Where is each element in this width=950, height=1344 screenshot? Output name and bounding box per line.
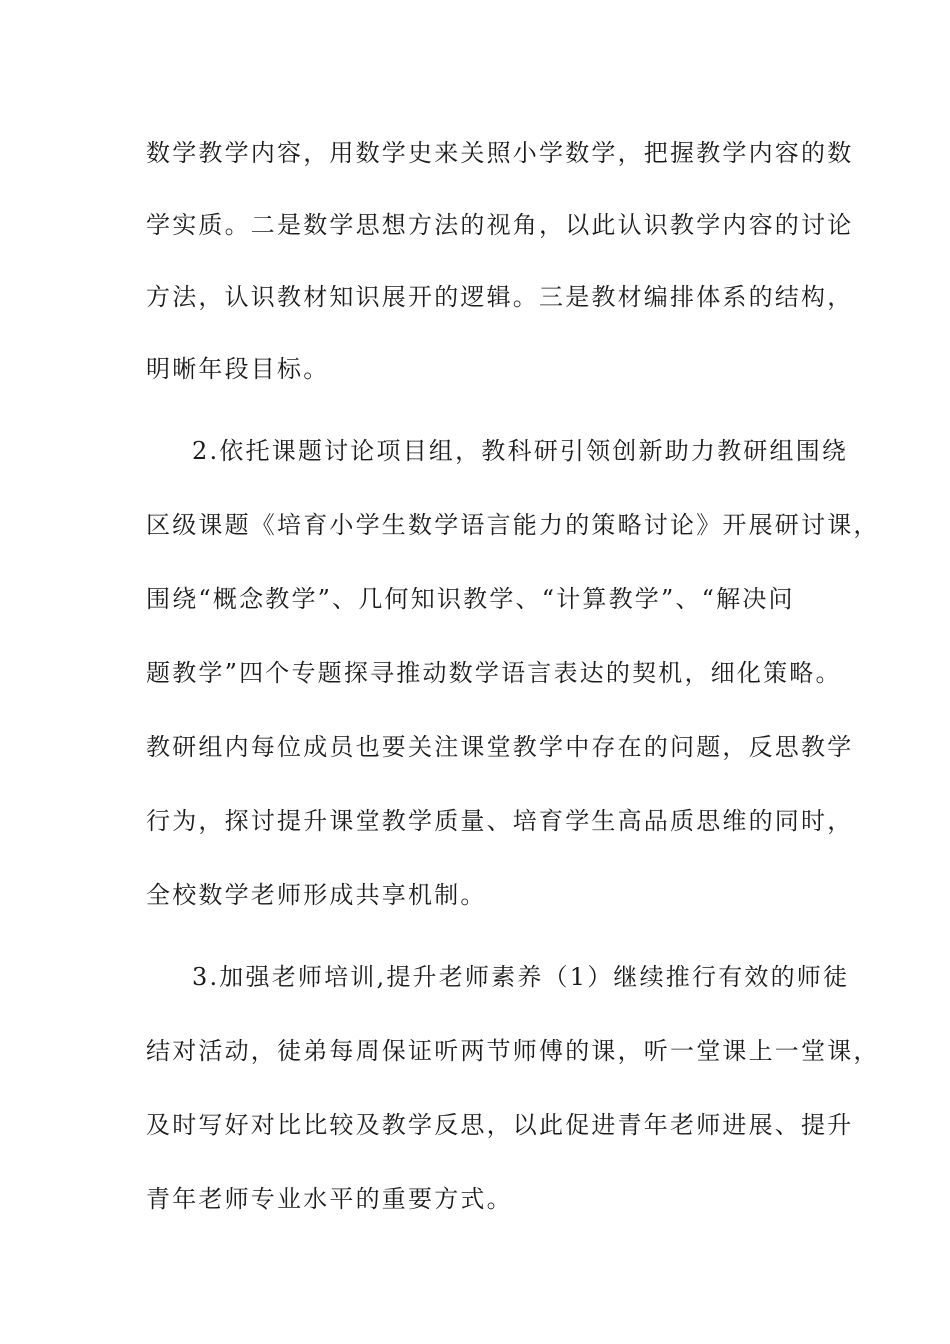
text-line: 围绕“概念教学”、几何知识教学、“计算教学”、“解决问 xyxy=(146,585,795,613)
text-line: 题教学”四个专题探寻推动数学语言表达的契机，细化策略。 xyxy=(146,659,842,687)
text-line: 及时写好对比比较及教学反思，以此促进青年老师进展、提升 xyxy=(146,1111,854,1139)
paragraph-3-first-line: 3.加强老师培训,提升老师素养（1）继续推行有效的师徒 xyxy=(192,963,850,991)
text-line: 学实质。二是数学思想方法的视角，以此认识教学内容的讨论 xyxy=(146,211,854,239)
text-line: 区级课题《培育小学生数学语言能力的策略讨论》开展研讨课， xyxy=(146,511,880,539)
paragraph-2-first-line: 2.依托课题讨论项目组，教科研引领创新助力教研组围绕 xyxy=(192,437,849,465)
text-line: 数学教学内容，用数学史来关照小学数学，把握教学内容的数 xyxy=(146,139,854,167)
text-line: 结对活动，徒弟每周保证听两节师傅的课，听一堂课上一堂课， xyxy=(146,1037,880,1065)
text-line: 教研组内每位成员也要关注课堂教学中存在的问题，反思教学 xyxy=(146,733,854,761)
text-line: 青年老师专业水平的重要方式。 xyxy=(146,1185,513,1213)
text-line: 行为，探讨提升课堂教学质量、培育学生高品质思维的同时， xyxy=(146,807,854,835)
text-line: 全校数学老师形成共享机制。 xyxy=(146,881,487,909)
text-line: 方法，认识教材知识展开的逻辑。三是教材编排体系的结构， xyxy=(146,283,854,311)
text-line: 明晰年段目标。 xyxy=(146,355,330,383)
